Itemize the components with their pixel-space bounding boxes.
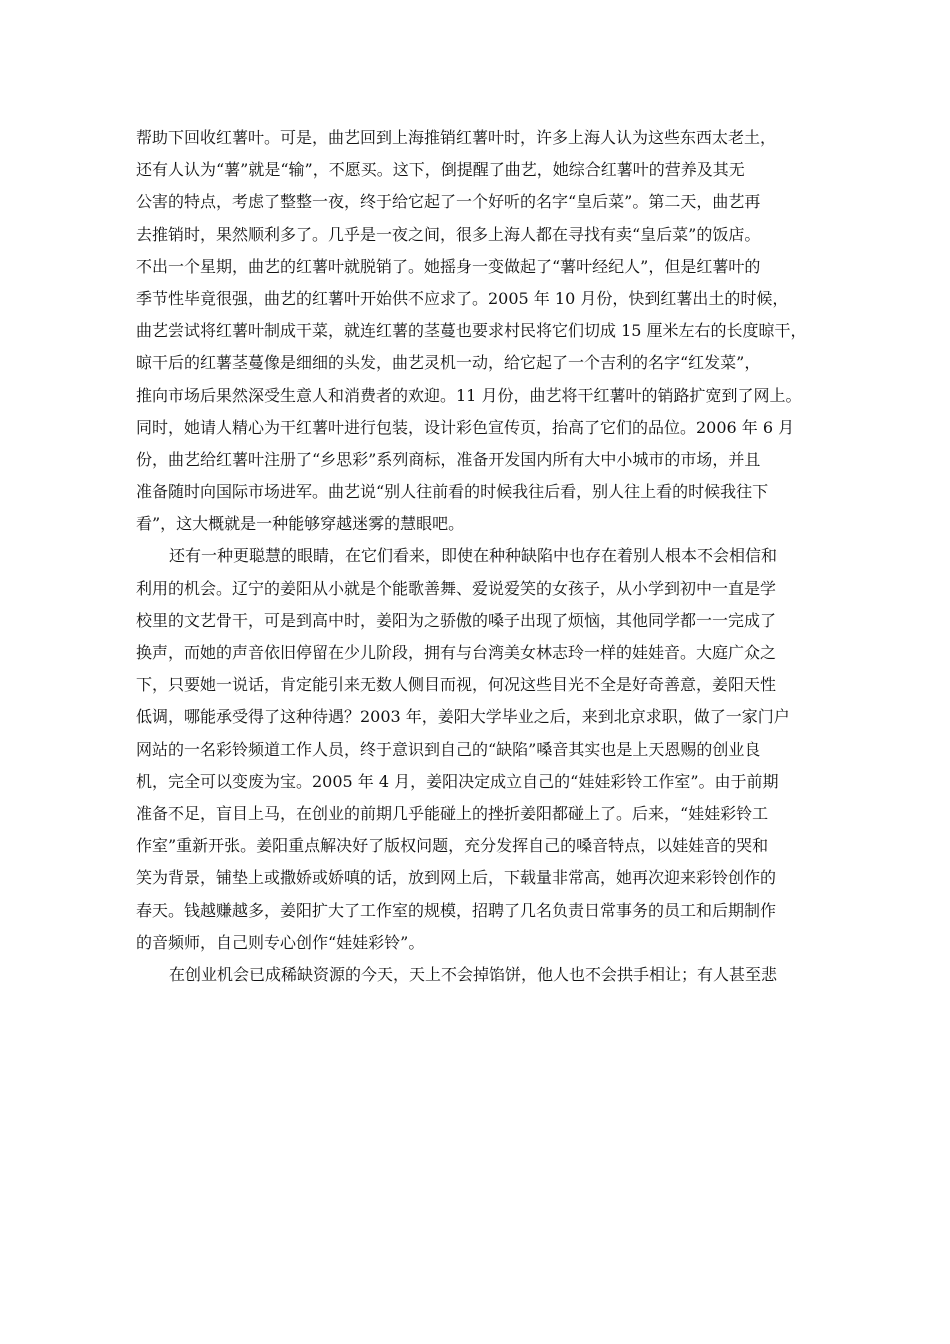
text-line: 网站的一名彩铃频道工作人员，终于意识到自己的“缺陷”嗓音其实也是上天恩赐的创业良 [136,739,761,759]
text-line: 帮助下回收红薯叶。可是，曲艺回到上海推销红薯叶时，许多上海人认为这些东西太老土， [136,128,777,147]
text-line: 校里的文艺骨干，可是到高中时，姜阳为之骄傲的嗓子出现了烦恼，其他同学都一一完成了 [136,610,777,630]
text-line: 准备随时向国际市场进军。曲艺说“别人往前看的时候我往后看，别人往上看的时候我往下 [136,482,769,502]
text-line: 季节性毕竟很强，曲艺的红薯叶开始供不应求了。2005 年 10 月份，快到红薯出土的时候， [136,288,789,308]
text-line: 看”，这大概就是一种能够穿越迷雾的慧眼吧。 [136,514,465,534]
text-line: 低调，哪能承受得了这种待遇？2003 年，姜阳大学毕业之后，来到北京求职，做了一家门户 [136,707,790,727]
text-line: 利用的机会。辽宁的姜阳从小就是个能歌善舞、爱说爱笑的女孩子，从小学到初中一直是学 [136,578,777,598]
body-text [136,122,824,991]
text-line: 春天。钱越赚越多，姜阳扩大了工作室的规模，招聘了几名负责日常事务的员工和后期制作 [136,900,777,920]
text-line: 份，曲艺给红薯叶注册了“乡思彩”系列商标，准备开发国内所有大中小城市的市场，并且 [136,449,761,469]
text-line: 准备不足，盲目上马，在创业的前期几乎能碰上的挫折姜阳都碰上了。后来，“娃娃彩铃工 [136,803,769,823]
text-line: 晾干后的红薯茎蔓像是细细的头发，曲艺灵机一动，给它起了一个吉利的名字“红发菜”， [136,353,761,373]
text-line: 下，只要她一说话，肯定能引来无数人侧目而视，何况这些目光不全是好奇善意，姜阳天性 [136,675,777,695]
text-line: 推向市场后果然深受生意人和消费者的欢迎。11 月份，曲艺将干红薯叶的销路扩宽到了网上。 [136,385,802,405]
text-line: 的音频师，自己则专心创作“娃娃彩铃”。 [136,932,425,952]
text-line: 作室”重新开张。姜阳重点解决好了版权问题，充分发挥自己的嗓音特点，以娃娃音的哭和 [136,836,769,856]
text-line: 不出一个星期，曲艺的红薯叶就脱销了。她摇身一变做起了“薯叶经纪人”，但是红薯叶的 [136,256,761,276]
text-line: 笑为背景，铺垫上或撒娇或娇嗔的话，放到网上后，下载量非常高，她再次迎来彩铃创作的 [136,868,777,888]
text-line: 去推销时，果然顺利多了。几乎是一夜之间，很多上海人都在寻找有卖“皇后菜”的饭店。 [136,224,761,244]
text-line: 同时，她请人精心为干红薯叶进行包装，设计彩色宣传页，抬高了它们的品位。2006 年 6 月 [136,417,795,437]
text-line: 曲艺尝试将红薯叶制成干菜，就连红薯的茎蔓也要求村民将它们切成 15 厘米左右的长度晾干， [136,321,807,341]
text-line: 机，完全可以变废为宝。2005 年 4 月，姜阳决定成立自己的“娃娃彩铃工作室”。由于前期 [136,771,779,791]
text-line: 公害的特点，考虑了整整一夜，终于给它起了一个好听的名字“皇后菜”。第二天，曲艺再 [136,192,761,212]
paragraph-first-line: 还有一种更聪慧的眼睛，在它们看来，即使在种种缺陷中也存在着别人根本不会相信和 [169,546,778,566]
text-line: 还有人认为“薯”就是“输”，不愿买。这下，倒提醒了曲艺，她综合红薯叶的营养及其无 [136,160,745,180]
paragraph-first-line: 在创业机会已成稀缺资源的今天，天上不会掉馅饼，他人也不会拱手相让；有人甚至悲 [169,964,778,984]
text-line: 换声，而她的声音依旧停留在少儿阶段，拥有与台湾美女林志玲一样的娃娃音。大庭广众之 [136,643,777,662]
